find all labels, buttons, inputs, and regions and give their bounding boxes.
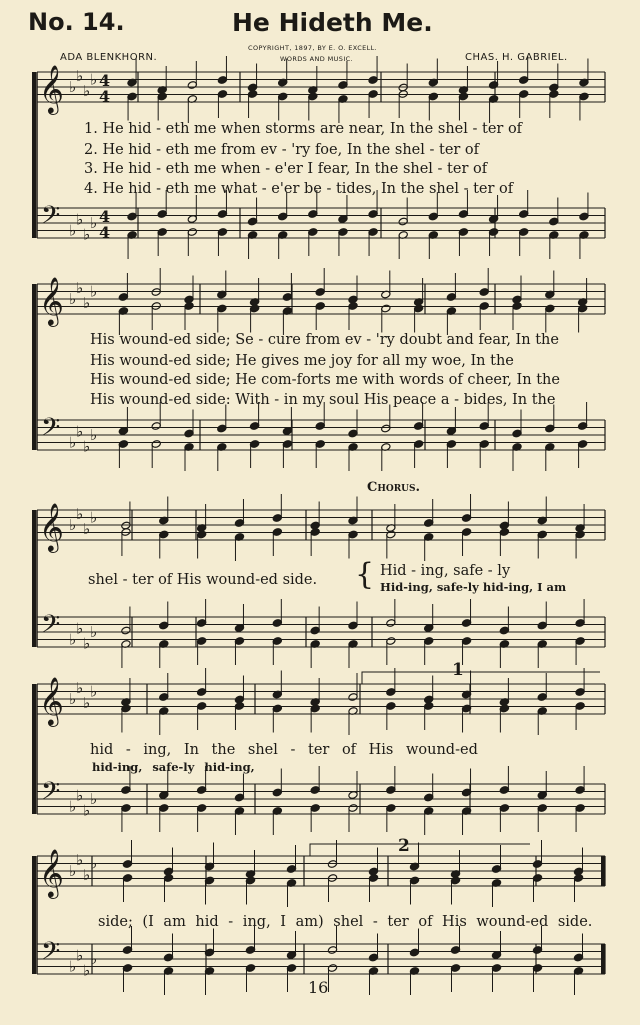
- flat-icon: ♭: [69, 221, 77, 240]
- bass-clef-icon: 𝄢: [41, 413, 61, 448]
- flat-icon: ♭: [83, 693, 91, 712]
- chorus-soprano-words: Hid - ing, safe - ly: [380, 563, 511, 579]
- system4-bass-words: hid-ing, safe-ly hid-ing,: [92, 760, 255, 774]
- flat-icon: ♭: [69, 630, 77, 649]
- chorus-lyric-main: shel - ter of His wound-ed side.: [88, 572, 318, 588]
- flat-icon: ♭: [76, 278, 84, 297]
- system-bracket: [32, 856, 36, 974]
- flat-icon: ♭: [90, 790, 98, 808]
- treble-clef-icon: 𝄞: [39, 676, 64, 725]
- system-bracket: [32, 684, 36, 814]
- second-ending-bracket: [310, 844, 530, 856]
- system4-soprano-words: hid - ing, In the shel - ter of His wound-ed: [90, 742, 478, 758]
- system-bracket: [32, 72, 36, 238]
- flat-icon: ♭: [83, 519, 91, 538]
- flat-icon: ♭: [90, 682, 98, 701]
- flat-icon: ♭: [76, 66, 84, 85]
- flat-icon: ♭: [69, 957, 77, 976]
- system5-lyric: side; (I am hid - ing, I am) shel - ter of His wound-ed side.: [98, 914, 593, 930]
- flat-icon: ♭: [69, 433, 77, 452]
- copyright-subline: WORDS AND MUSIC.: [280, 55, 354, 63]
- bass-clef-icon: 𝄢: [41, 937, 61, 972]
- flat-icon: ♭: [76, 504, 84, 523]
- verse-1-line-1: 1. He hid - eth me when storms are near, In the shel - ter of: [84, 121, 523, 137]
- treble-clef-icon: 𝄞: [39, 848, 64, 897]
- system-bracket: [32, 510, 36, 647]
- first-ending-number: 1: [452, 660, 464, 680]
- lyricist-credit: ADA BLENKHORN.: [60, 52, 158, 63]
- flat-icon: ♭: [69, 862, 77, 880]
- verse-2-line-1: 2. He hid - eth me from ev - 'ry foe, In the shel - ter of: [84, 142, 480, 158]
- flat-icon: ♭: [90, 282, 98, 301]
- flat-icon: ♭: [69, 78, 77, 96]
- time-signature: 4: [99, 87, 111, 106]
- flat-icon: ♭: [76, 786, 84, 805]
- flat-icon: ♭: [83, 437, 91, 456]
- flat-icon: ♭: [83, 634, 91, 653]
- treble-clef-icon: 𝄞: [39, 502, 64, 551]
- verse-4-line-2: His wound-ed side: With - in my soul His peace a - bides, In the: [90, 392, 556, 408]
- time-signature: 4: [99, 71, 111, 90]
- flat-icon: ♭: [69, 516, 77, 534]
- flat-icon: ♭: [83, 225, 91, 244]
- flat-icon: ♭: [69, 290, 77, 308]
- final-barline: [601, 856, 605, 886]
- time-signature: 4: [99, 223, 111, 242]
- second-ending-number: 2: [398, 836, 410, 856]
- flat-icon: ♭: [83, 81, 91, 100]
- bass-clef-icon: 𝄢: [41, 201, 61, 236]
- chorus-bass-words: Hid-ing, safe-ly hid-ing, I am: [380, 580, 567, 594]
- verse-1-line-2: His wound-ed side; Se - cure from ev - 'ry doubt and fear, In the: [90, 332, 559, 348]
- verse-2-line-2: His wound-ed side; He gives me joy for all my woe, In the: [90, 353, 514, 369]
- first-ending-bracket: [362, 672, 600, 684]
- flat-icon: ♭: [83, 961, 91, 980]
- flat-icon: ♭: [90, 854, 98, 873]
- verse-3-line-1: 3. He hid - eth me when - e'er I fear, In the shel - ter of: [84, 161, 488, 177]
- flat-icon: ♭: [90, 950, 98, 968]
- flat-icon: ♭: [76, 850, 84, 869]
- hymn-number: No. 14.: [28, 8, 125, 36]
- brace-symbol: {: [355, 557, 375, 592]
- flat-icon: ♭: [76, 619, 84, 638]
- copyright-line: COPYRIGHT, 1897, BY E. O. EXCELL.: [248, 44, 378, 52]
- page-number: 16: [308, 978, 329, 997]
- flat-icon: ♭: [83, 293, 91, 312]
- flat-icon: ♭: [76, 678, 84, 697]
- flat-icon: ♭: [83, 801, 91, 820]
- hymn-title: He Hideth Me.: [232, 8, 433, 37]
- flat-icon: ♭: [69, 690, 77, 708]
- verse-3-line-2: His wound-ed side; He com-forts me with words of cheer, In the: [90, 372, 560, 388]
- flat-icon: ♭: [90, 214, 98, 232]
- treble-clef-icon: 𝄞: [39, 276, 64, 325]
- bass-clef-icon: 𝄢: [41, 610, 61, 645]
- verse-4-line-1: 4. He hid - eth me what - e'er be - tides, In the shel - ter of: [84, 181, 514, 197]
- flat-icon: ♭: [90, 70, 98, 89]
- flat-icon: ♭: [69, 797, 77, 816]
- flat-icon: ♭: [90, 426, 98, 444]
- flat-icon: ♭: [76, 946, 84, 965]
- composer-credit: CHAS. H. GABRIEL.: [465, 52, 568, 63]
- flat-icon: ♭: [76, 210, 84, 229]
- final-barline: [601, 944, 605, 974]
- bass-clef-icon: 𝄢: [41, 777, 61, 812]
- system-bracket: [32, 284, 36, 450]
- flat-icon: ♭: [90, 508, 98, 527]
- flat-icon: ♭: [83, 865, 91, 884]
- flat-icon: ♭: [90, 623, 98, 641]
- flat-icon: ♭: [76, 422, 84, 441]
- chorus-label: Chorus.: [367, 480, 421, 495]
- treble-clef-icon: 𝄞: [39, 64, 64, 113]
- time-signature: 4: [99, 207, 111, 226]
